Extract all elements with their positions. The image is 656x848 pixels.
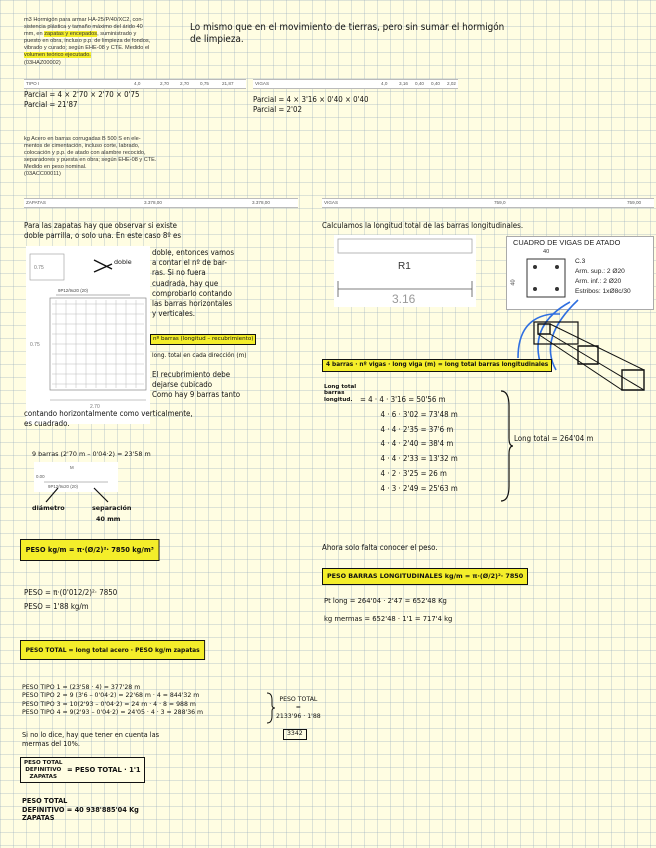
text-line: a contar el nº de bar- [152, 258, 227, 268]
label-line: barras [324, 390, 345, 397]
brace-tipos [266, 692, 276, 724]
box-line: DEFINITIVO [25, 766, 62, 773]
dim-label: 2.70 [90, 404, 100, 410]
row-line: 4 · 4 · 2'40 = 38'4 m [380, 439, 454, 449]
nueve-barras-calc: 9 barras (2'70 m – 0'04·2) = 23'58 m [32, 450, 151, 458]
measurement-row-tipo1 [24, 79, 246, 89]
item1-text: m3 Hormigón para armar HA-25/P/40/XC2, con- [24, 17, 144, 23]
vigas-title: Calculamos la longitud total de las barras longitudinales. [322, 221, 524, 230]
row-line: 4 · 2 · 3'25 = 26 m [380, 468, 447, 478]
text-line: y verticales. [152, 309, 196, 319]
item2-line: colocación y p.p. de atado con alambre recocido, [24, 150, 146, 157]
ruler-value: 0,40 [415, 81, 424, 86]
peso-final [22, 797, 139, 823]
highlight-volumen: volumen teórico ejecutado. [24, 52, 91, 59]
ruler-label: TIPO I [26, 81, 40, 86]
peso-total-result [276, 696, 321, 721]
result-line: = [295, 704, 301, 712]
long-total-note: long. total en cada dirección (m) [152, 353, 247, 359]
text-line: es cuadrado. [24, 419, 70, 428]
tipo-line: PESO TIPO 3 = 10(2'93 – 0'04·2) = 24 m · 4 · 8 = 988 m [22, 700, 196, 708]
spec-line: Estribos: 1xØ8c/30 [575, 288, 631, 295]
label-line: Long total [324, 384, 357, 390]
brace-long-total [500, 390, 514, 502]
recubrimiento-note [152, 370, 240, 400]
peso-title: Ahora solo falta conocer el peso. [322, 543, 438, 552]
text-line: mermas del 10%. [22, 740, 80, 748]
handwritten-diametro: diámetro [32, 504, 65, 512]
text-line: Para las zapatas hay que observar si existe [24, 221, 178, 230]
item2-description [24, 136, 198, 179]
row-line: = 4 · 4 · 3'16 = 50'56 m [360, 395, 446, 404]
parcial-formula: Parcial = 4 × 2'70 × 2'70 × 0'75 [24, 90, 140, 99]
dim-40: 40 [543, 249, 550, 255]
mermas-note [22, 731, 159, 749]
text-line: las barras horizontales [152, 299, 233, 309]
handwritten-doble: doble [114, 258, 132, 266]
ruler-value: 2,70 [180, 81, 189, 86]
long-total-label [324, 384, 356, 403]
definitivo-equation: = PESO TOTAL · 1'1 [66, 765, 141, 774]
item2-line: kg Acero en barras corrugadas B 500 S en ele- [24, 136, 141, 142]
ruler-label: ZAPATAS [26, 200, 46, 205]
ruler-value: 4,0 [381, 81, 388, 86]
spec-line: Arm. sup.: 2 Ø20 [575, 268, 625, 275]
highlight-long-total-formula: 4 barras · nº vigas · long viga (m) = long total barras longitudinales [322, 359, 552, 372]
ruler-value: 2,02 [447, 81, 456, 86]
ruler-value: 759,00 [627, 200, 642, 205]
highlight-zapatas: zapatas y encepados [44, 31, 98, 38]
small-label: 0.00 [36, 474, 45, 479]
highlight-nbarras: nº barras (longitud – recubrimiento) [150, 334, 256, 345]
text-line: Como hay 9 barras tanto [152, 390, 241, 399]
peso-calculation [24, 588, 117, 612]
item1-code: (03HAZ00002) [24, 59, 61, 66]
ruler-value: 3.378,00 [144, 200, 162, 205]
text-line: cuadrada, hay que [152, 278, 219, 288]
item1-text: vibrado y curado; según EHE-08 y CTE. Medido el [24, 45, 150, 52]
text-line: doble, entonces vamos [152, 248, 235, 257]
cuadrado-note [24, 409, 193, 429]
long-total-result: Long total = 264'04 m [514, 434, 594, 443]
result-line: 2133'96 · 1'88 [276, 712, 321, 720]
arrow-doble [92, 256, 122, 276]
final-line: ZAPATAS [22, 814, 55, 823]
pt-long: Pt long = 264'04 · 2'47 = 652'48 Kg [324, 597, 447, 605]
text-line: dejarse cubicado [152, 380, 213, 389]
item1-text: puesto en obra, incluso p.p. de limpieza de fondos, [24, 38, 151, 45]
peso-total-value: 3342 [283, 729, 307, 740]
item2-line: mentos de cimentación, incluso corte, labrado, [24, 143, 140, 150]
note-line: de limpieza. [190, 34, 244, 45]
final-line: PESO TOTAL [22, 797, 68, 805]
text-line: doble parrilla, o solo una. En este caso 8º es [24, 231, 182, 240]
text-line: El recubrimiento debe [152, 370, 231, 379]
handwritten-separacion-value: 40 mm [96, 515, 121, 523]
parcial-tipo1 [24, 90, 140, 110]
peso-definitivo-box [20, 757, 145, 783]
item2-line: Medido en peso nominal. [24, 164, 87, 171]
measurement-row-zapatas [24, 198, 298, 208]
parcial-result: Parcial = 21'87 [24, 100, 78, 109]
tipo-line: PESO TIPO 4 = 9(2'93 – 0'04·2) = 24'05 · 4 · 3 = 288'36 m [22, 709, 204, 717]
parcial-result: Parcial = 2'02 [253, 105, 302, 114]
peso-formula-box: PESO kg/m = π·(Ø/2)²· 7850 kg/m³ [20, 539, 159, 561]
row-line: 4 · 4 · 2'35 = 37'6 m [380, 424, 454, 434]
peso-line: PESO = π·(0'012/2)²· 7850 [24, 588, 118, 597]
tipo-line: PESO TIPO 2 = 9 (3'6 – 0'04·2) = 22'68 m · 4 = 844'32 m [22, 692, 200, 700]
peso-tipos-list [22, 684, 203, 718]
spec-line: C.3 [575, 258, 586, 265]
row-line: 4 · 6 · 3'02 = 73'48 m [380, 409, 458, 419]
box-line: PESO TOTAL [24, 760, 63, 766]
row-line: 4 · 3 · 2'49 = 25'63 m [380, 483, 458, 493]
ruler-label: VIGAS [255, 81, 270, 86]
text-line: ras. Si no fuera [152, 268, 206, 278]
measurement-row-vigas-2 [322, 198, 654, 208]
beam-3d-sketch [508, 272, 648, 396]
ruler-value: 759,0 [494, 200, 506, 205]
ruler-value: 2,70 [160, 81, 169, 86]
item1-description [24, 17, 186, 67]
label-line: longitud. [324, 396, 353, 403]
beam-dimension: 3.16 [392, 292, 416, 306]
parcial-formula: Parcial = 4 × 3'16 × 0'40 × 0'40 [253, 95, 369, 104]
item2-line: separadores y puesta en obra; según EHE-08 y CTE. [24, 157, 157, 164]
beam-r1-figure [334, 235, 476, 307]
peso-line: PESO = 1'88 kg/m [24, 602, 89, 611]
arrows-legend [36, 486, 126, 506]
kg-mermas: kg mermas = 652'48 · 1'1 = 717'4 kg [324, 615, 453, 623]
zapatas-explanation-right [152, 248, 234, 319]
handwritten-note-top [190, 22, 504, 46]
ruler-value: 3,16 [399, 81, 408, 86]
ruler-value: 3.378,00 [252, 200, 270, 205]
ruler-label: VIGAS [324, 200, 339, 205]
spec-line: Arm. inf.: 2 Ø20 [575, 278, 622, 285]
row-line: 4 · 4 · 2'33 = 13'32 m [380, 454, 458, 464]
item2-code: (03ACC00011) [24, 171, 61, 178]
text-line: comprobarlo contando [152, 288, 232, 298]
dim-label: 0.75 [30, 342, 40, 348]
dim-40: 40 [510, 279, 517, 286]
note-line: Lo mismo que en el movimiento de tierras, pero sin sumar el hormigón [190, 22, 505, 33]
peso-total-box: PESO TOTAL = long total acero · PESO kg/m zapatas [20, 640, 205, 660]
footing-plan-figure [26, 246, 150, 424]
parcial-vigas [253, 95, 369, 115]
result-line: PESO TOTAL [279, 696, 318, 703]
ruler-value: 0,75 [200, 81, 209, 86]
handwritten-separacion: separación [92, 504, 132, 512]
ruler-value: 21,87 [222, 81, 234, 86]
final-line: DEFINITIVO = 40 938'885'04 Kg [22, 805, 139, 814]
long-total-rows [360, 393, 458, 497]
ruler-value: 4,0 [134, 81, 141, 86]
peso-barras-box: PESO BARRAS LONGITUDINALES kg/m = π·(Ø/2)²· 7850 [322, 568, 528, 585]
item1-text: mm, en [24, 31, 43, 38]
small-label: M [70, 465, 74, 470]
beam-label: R1 [398, 261, 411, 272]
zapatas-explanation [24, 221, 181, 241]
item1-text: , suministrado y [97, 31, 137, 38]
cuadro-title: CUADRO DE VIGAS DE ATADO [513, 238, 621, 247]
text-line: Si no lo dice, hay que tener en cuenta las [22, 731, 160, 739]
dim-label: 0.75 [34, 265, 44, 271]
item1-text: sistencia plástica y tamaño máximo del árido 40 [24, 24, 143, 31]
tipo-line: PESO TIPO 1 = (23'58 · 4) = 377'28 m [22, 684, 141, 691]
box-line: ZAPATAS [29, 773, 58, 780]
fig-label: 9P12/9x20 (20) [58, 288, 89, 293]
ruler-value: 0,40 [431, 81, 440, 86]
small-label: 9P12/9x20 (20) [48, 484, 79, 489]
text-line: contando horizontalmente como verticalmente, [24, 409, 193, 418]
measurement-row-vigas [253, 79, 458, 89]
